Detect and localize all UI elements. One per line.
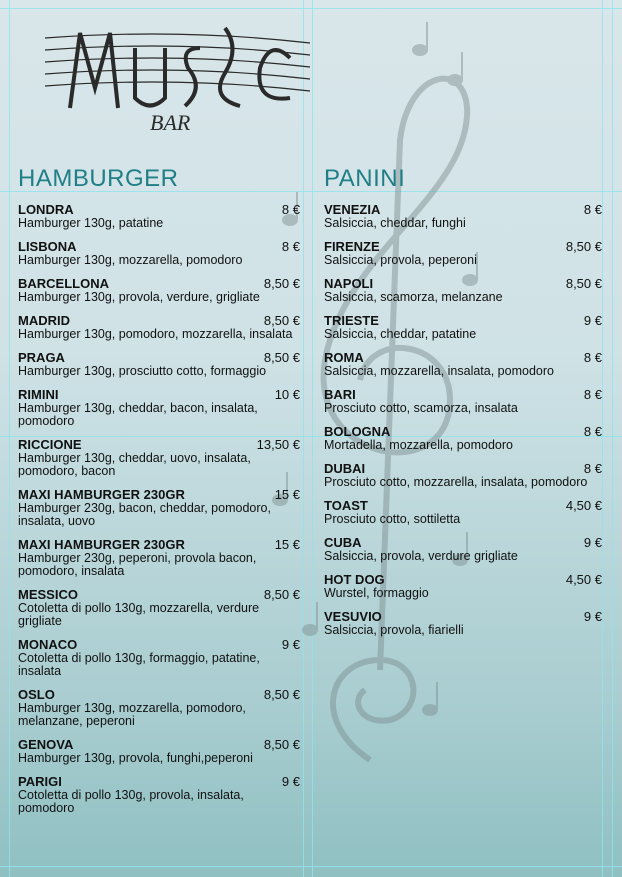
menu-item-header <box>324 462 602 476</box>
menu-item <box>18 688 300 728</box>
menu-item-header <box>18 488 300 502</box>
menu-item-name: VENEZIA <box>324 202 381 217</box>
menu-item-name: NAPOLI <box>324 276 374 291</box>
menu-item-header <box>324 573 602 587</box>
menu-item-name: DUBAI <box>324 461 366 476</box>
menu-item <box>18 240 300 267</box>
menu-item <box>18 203 300 230</box>
menu-item-description: Hamburger 130g, cheddar, uovo, insalata, pomodoro, bacon <box>18 451 251 478</box>
menu-item-description: Mortadella, mozzarella, pomodoro <box>324 438 513 452</box>
menu-item-description: Hamburger 130g, mozzarella, pomodoro, melanzane, peperoni <box>18 701 246 728</box>
menu-item-description: Salsiccia, provola, peperoni <box>324 253 477 267</box>
menu-item-name: ROMA <box>324 350 364 365</box>
menu-item-header <box>18 738 300 752</box>
menu-item-description: Salsiccia, cheddar, patatine <box>324 327 477 341</box>
menu-item-description: Cotoletta di pollo 130g, formaggio, patatine, insalata <box>18 651 260 678</box>
panini-title: PANINI <box>324 165 406 192</box>
menu-item-header <box>324 536 602 550</box>
menu-item-price: 8 € <box>583 461 602 476</box>
menu-item-name: BARCELLONA <box>18 276 109 291</box>
guide-line <box>0 866 622 867</box>
menu-item-name: PRAGA <box>18 350 65 365</box>
menu-item-header <box>324 610 602 624</box>
menu-item-price: 8,50 € <box>263 587 300 602</box>
menu-item <box>324 536 602 563</box>
menu-item-description: Hamburger 230g, bacon, cheddar, pomodoro, insalata, uovo <box>18 501 271 528</box>
menu-item-name: TRIESTE <box>324 313 379 328</box>
menu-item-price: 9 € <box>583 313 602 328</box>
menu-item-description: Prosciuto cotto, sottiletta <box>324 512 461 526</box>
menu-item <box>324 314 602 341</box>
panini-list <box>324 203 602 637</box>
menu-item-name: CUBA <box>324 535 362 550</box>
guide-line <box>0 8 622 9</box>
menu-item <box>18 351 300 378</box>
menu-item-header <box>18 588 300 602</box>
menu-item <box>18 438 300 478</box>
menu-item-price: 8,50 € <box>263 313 300 328</box>
menu-item-header <box>18 388 300 402</box>
menu-item-description: Prosciuto cotto, mozzarella, insalata, pomodoro <box>324 475 588 489</box>
menu-item-header <box>18 240 300 254</box>
guide-line <box>602 0 603 877</box>
menu-item-price: 9 € <box>583 535 602 550</box>
menu-item <box>324 499 602 526</box>
menu-item-description: Salsiccia, scamorza, melanzane <box>324 290 503 304</box>
menu-item-header <box>18 775 300 789</box>
menu-item-price: 8 € <box>583 387 602 402</box>
menu-item-description: Hamburger 130g, provola, funghi,peperoni <box>18 751 253 765</box>
menu-item-header <box>18 688 300 702</box>
menu-item-name: GENOVA <box>18 737 74 752</box>
menu-item <box>18 538 300 578</box>
menu-item-name: RIMINI <box>18 387 59 402</box>
menu-item-name: RICCIONE <box>18 437 82 452</box>
menu-item-description: Salsiccia, cheddar, funghi <box>324 216 466 230</box>
menu-item <box>324 203 602 230</box>
panini-section <box>324 165 602 647</box>
menu-item-price: 9 € <box>583 609 602 624</box>
menu-item <box>324 240 602 267</box>
menu-item-header <box>324 388 602 402</box>
menu-item-name: MADRID <box>18 313 70 328</box>
menu-item-name: VESUVIO <box>324 609 382 624</box>
menu-item-price: 8 € <box>583 424 602 439</box>
menu-item-price: 8,50 € <box>263 350 300 365</box>
logo-subtitle: BAR <box>150 110 191 135</box>
menu-item <box>18 738 300 765</box>
menu-item <box>18 588 300 628</box>
menu-item-price: 8,50 € <box>263 687 300 702</box>
menu-item-description: Salsiccia, mozzarella, insalata, pomodoro <box>324 364 554 378</box>
menu-item-name: BOLOGNA <box>324 424 391 439</box>
guide-line <box>612 0 613 877</box>
menu-item-price: 13,50 € <box>256 437 300 452</box>
menu-item-description: Prosciuto cotto, scamorza, insalata <box>324 401 518 415</box>
menu-item <box>18 388 300 428</box>
menu-item-description: Salsiccia, provola, fiarielli <box>324 623 464 637</box>
menu-item-header <box>18 203 300 217</box>
menu-item-header <box>324 203 602 217</box>
menu-item-description: Hamburger 130g, mozzarella, pomodoro <box>18 253 243 267</box>
menu-item-price: 8 € <box>281 202 300 217</box>
menu-item-header <box>18 538 300 552</box>
menu-item-name: MONACO <box>18 637 78 652</box>
menu-item-header <box>324 277 602 291</box>
menu-item <box>18 488 300 528</box>
menu-item-price: 9 € <box>281 637 300 652</box>
menu-item-description: Cotoletta di pollo 130g, provola, insalata, pomodoro <box>18 788 244 815</box>
menu-item-name: TOAST <box>324 498 368 513</box>
menu-item <box>18 775 300 815</box>
menu-item-description: Cotoletta di pollo 130g, mozzarella, verdure grigliate <box>18 601 260 628</box>
menu-item-price: 8 € <box>281 239 300 254</box>
menu-item-description: Hamburger 130g, prosciutto cotto, formaggio <box>18 364 267 378</box>
menu-item <box>324 462 602 489</box>
menu-item-header <box>18 314 300 328</box>
menu-item-description: Hamburger 130g, patatine <box>18 216 164 230</box>
menu-item <box>324 573 602 600</box>
menu-item-header <box>324 425 602 439</box>
menu-item-name: PARIGI <box>18 774 62 789</box>
menu-item-price: 9 € <box>281 774 300 789</box>
menu-item-header <box>324 240 602 254</box>
menu-item <box>18 314 300 341</box>
menu-item-price: 15 € <box>274 537 300 552</box>
hamburger-title: HAMBURGER <box>18 165 179 192</box>
menu-item <box>324 351 602 378</box>
menu-item-name: LONDRA <box>18 202 74 217</box>
menu-item-description: Hamburger 130g, provola, verdure, grigliate <box>18 290 260 304</box>
menu-item-description: Hamburger 130g, pomodoro, mozzarella, insalata <box>18 327 293 341</box>
menu-item-name: HOT DOG <box>324 572 385 587</box>
hamburger-section <box>18 165 300 825</box>
menu-item-price: 8 € <box>583 350 602 365</box>
menu-item-name: MESSICO <box>18 587 78 602</box>
menu-item-header <box>18 438 300 452</box>
menu-item-header <box>324 351 602 365</box>
menu-item-header <box>324 314 602 328</box>
menu-item-description: Wurstel, formaggio <box>324 586 429 600</box>
menu-item-price: 4,50 € <box>565 572 602 587</box>
menu-item-price: 8,50 € <box>565 276 602 291</box>
menu-item-price: 10 € <box>274 387 300 402</box>
menu-item <box>324 425 602 452</box>
menu-item-price: 8,50 € <box>263 737 300 752</box>
menu-item-name: OSLO <box>18 687 55 702</box>
menu-item <box>18 277 300 304</box>
hamburger-list <box>18 203 300 815</box>
menu-item-header <box>324 499 602 513</box>
menu-item-header <box>18 638 300 652</box>
guide-line <box>9 0 10 877</box>
menu-item <box>324 610 602 637</box>
menu-item-name: BARI <box>324 387 356 402</box>
menu-item-price: 8,50 € <box>565 239 602 254</box>
menu-item-name: MAXI HAMBURGER 230GR <box>18 537 185 552</box>
menu-item-description: Hamburger 230g, peperoni, provola bacon, pomodoro, insalata <box>18 551 257 578</box>
menu-item-price: 8,50 € <box>263 276 300 291</box>
menu-item <box>324 388 602 415</box>
menu-item-header <box>18 351 300 365</box>
menu-item <box>324 277 602 304</box>
menu-item-header <box>18 277 300 291</box>
menu-item-description: Hamburger 130g, cheddar, bacon, insalata, pomodoro <box>18 401 258 428</box>
menu-item-price: 4,50 € <box>565 498 602 513</box>
menu-item-name: FIRENZE <box>324 239 380 254</box>
menu-item-name: MAXI HAMBURGER 230GR <box>18 487 185 502</box>
menu-item-name: LISBONA <box>18 239 77 254</box>
menu-item-description: Salsiccia, provola, verdure grigliate <box>324 549 518 563</box>
menu-item <box>18 638 300 678</box>
menu-item-price: 8 € <box>583 202 602 217</box>
menu-item-price: 15 € <box>274 487 300 502</box>
music-bar-logo <box>40 18 320 138</box>
